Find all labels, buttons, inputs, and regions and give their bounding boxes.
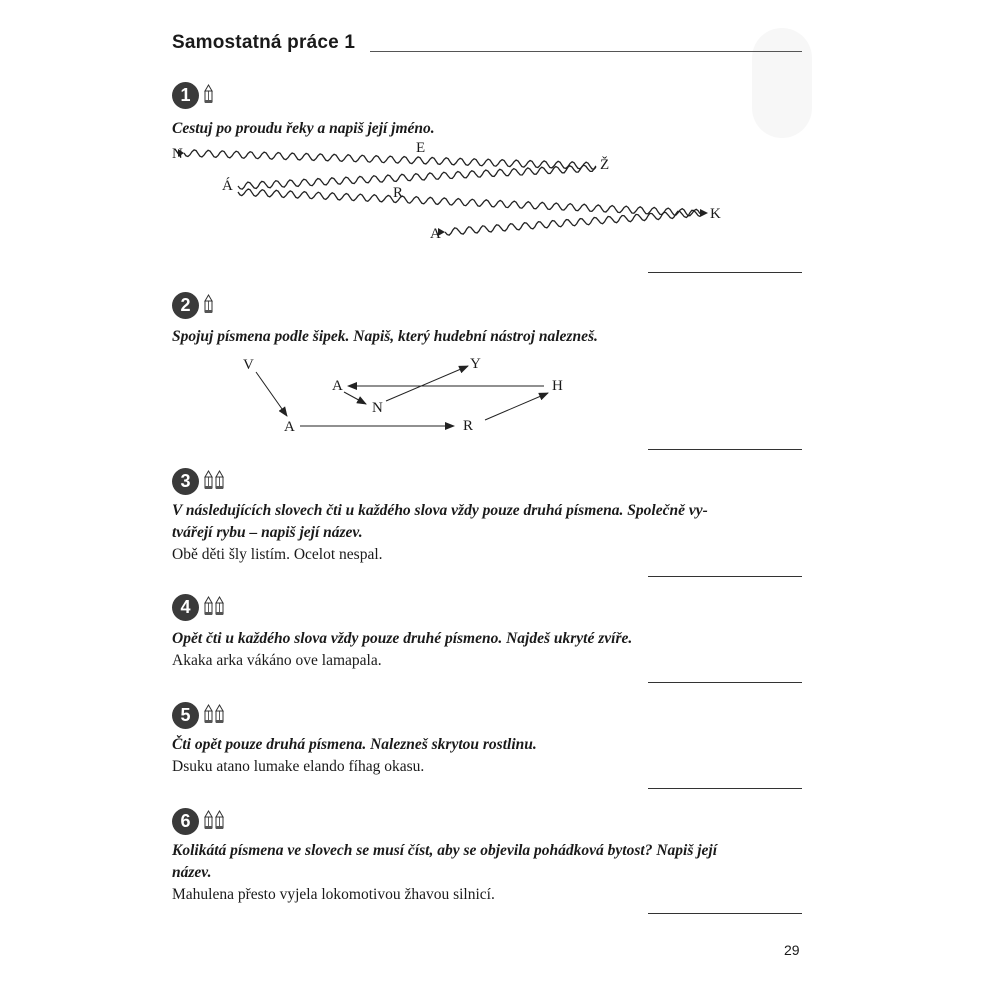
harp-letter: R: [463, 418, 474, 434]
task-4-text: Akaka arka vákáno ove lamapala.: [172, 652, 382, 669]
river-letter: K: [710, 206, 721, 222]
task-4-number: 4: [172, 594, 199, 621]
harp-letter: N: [372, 400, 383, 416]
pencil-icon: [215, 596, 224, 616]
harp-letter: A: [332, 378, 343, 394]
river-letter: N: [172, 146, 183, 162]
difficulty-pencils-3: [204, 470, 224, 490]
task-3-text: Obě děti šly listím. Ocelot nespal.: [172, 546, 383, 563]
page-number: 29: [784, 942, 800, 958]
answer-line-6[interactable]: [648, 913, 802, 914]
arrow-n-y: [386, 366, 468, 401]
arrow-r-h: [485, 393, 548, 420]
pencil-icon: [215, 704, 224, 724]
difficulty-pencils-5: [204, 704, 224, 724]
task-3-number: 3: [172, 468, 199, 495]
river-letter: E: [416, 140, 426, 156]
harp-letter: A: [284, 419, 295, 435]
answer-line-4[interactable]: [648, 682, 802, 683]
task-6-instruction-line-2: název.: [172, 864, 212, 881]
task-3-instruction-line-1: V následujících slovech čti u každého slova vždy pouze druhá písmena. Společně vy-: [172, 502, 708, 519]
pencil-icon: [215, 470, 224, 490]
pencil-icon: [204, 810, 213, 830]
task-5-number: 5: [172, 702, 199, 729]
river-letter: R: [393, 185, 404, 201]
harp-letter: V: [243, 357, 254, 373]
answer-line-5[interactable]: [648, 788, 802, 789]
task-6-number: 6: [172, 808, 199, 835]
difficulty-pencils-4: [204, 596, 224, 616]
pencil-icon: [204, 596, 213, 616]
answer-line-3[interactable]: [648, 576, 802, 577]
arrow-v-a: [256, 372, 287, 416]
arrow-a-n: [344, 392, 366, 404]
river-letter: A: [430, 226, 441, 242]
task-6-text: Mahulena přesto vyjela lokomotivou žhavou silnicí.: [172, 886, 495, 903]
task-5-instruction: Čti opět pouze druhá písmena. Nalezneš skrytou rostlinu.: [172, 736, 537, 753]
task-3-instruction-line-2: tvářejí rybu – napiš její název.: [172, 524, 363, 541]
task-5-text: Dsuku atano lumake elando fíhag okasu.: [172, 758, 425, 775]
answer-line-2[interactable]: [648, 449, 802, 450]
difficulty-pencils-6: [204, 810, 224, 830]
river-letter: Á: [222, 178, 233, 194]
task-2-instruction: Spojuj písmena podle šipek. Napiš, který hudební nástroj nalezneš.: [172, 328, 598, 345]
pencil-icon: [215, 810, 224, 830]
task-1-number: 1: [172, 82, 199, 109]
pencil-icon: [204, 470, 213, 490]
task-2-number: 2: [172, 292, 199, 319]
task-1-instruction: Cestuj po proudu řeky a napiš její jméno.: [172, 120, 435, 137]
river-letter: Ž: [600, 157, 610, 173]
task-4-instruction: Opět čti u každého slova vždy pouze druhé písmeno. Najdeš ukryté zvíře.: [172, 630, 633, 647]
pencil-icon: [204, 704, 213, 724]
page-title: Samostatná práce 1: [172, 32, 356, 53]
task-6-instruction-line-1: Kolikátá písmena ve slovech se musí číst, aby se objevila pohádková bytost? Napiš její: [172, 842, 718, 859]
harp-letter: H: [552, 378, 563, 394]
harp-letter: Y: [470, 356, 481, 372]
